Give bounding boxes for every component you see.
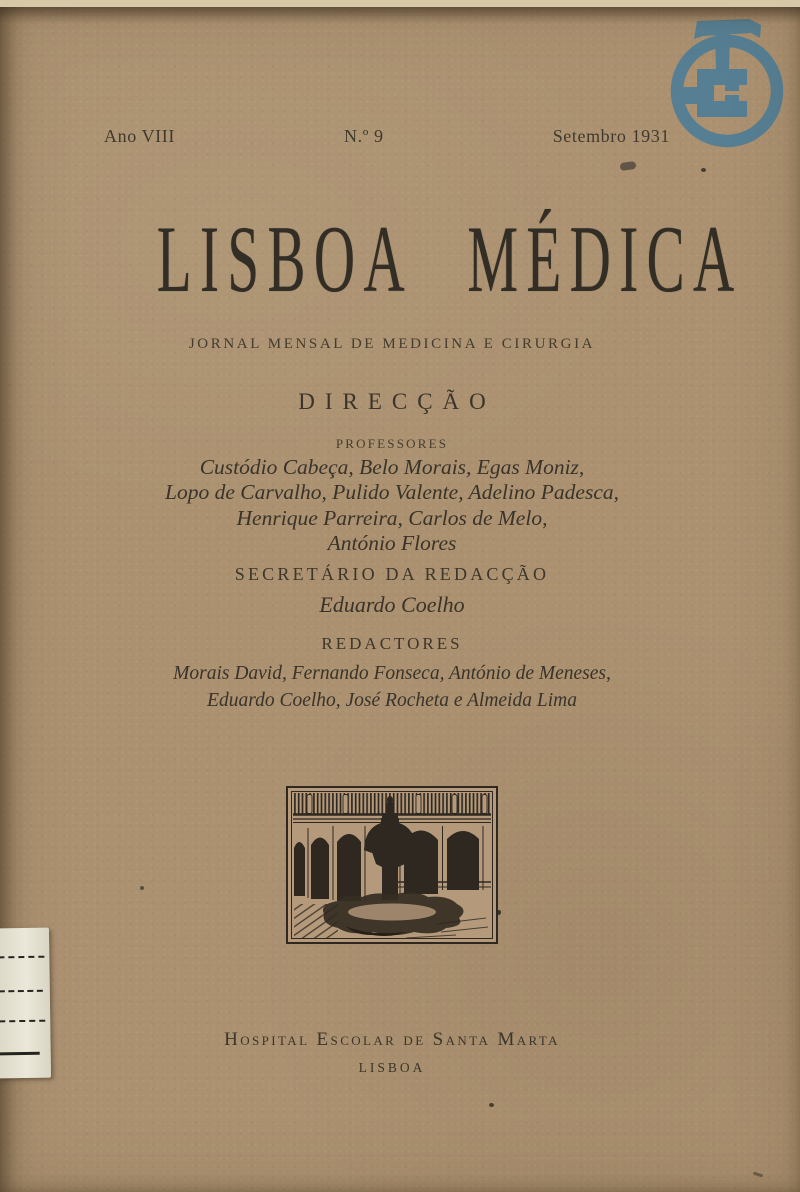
scan-edge-highlight bbox=[0, 0, 800, 7]
publisher-city: LISBOA bbox=[358, 1060, 426, 1075]
editors-line: Eduardo Coelho, José Rocheta e Almeida Lima bbox=[207, 689, 577, 711]
label-rule bbox=[0, 1052, 40, 1056]
editors-line: Morais David, Fernando Fonseca, António de Meneses, bbox=[173, 663, 611, 684]
label-rule bbox=[0, 1020, 45, 1023]
label-rule bbox=[0, 990, 43, 993]
cloister-fountain-engraving bbox=[286, 786, 498, 944]
tc-monogram-stamp-icon bbox=[663, 13, 790, 151]
secretary-name: Eduardo Coelho bbox=[319, 592, 465, 617]
professors-line: Custódio Cabeça, Belo Morais, Egas Moniz, bbox=[199, 455, 585, 479]
editors-heading: REDACTORES bbox=[321, 634, 463, 653]
label-rule bbox=[0, 956, 44, 959]
editors-list bbox=[0, 661, 784, 714]
professors-line: Henrique Parreira, Carlos de Melo, bbox=[236, 505, 548, 530]
professors-list bbox=[0, 455, 784, 556]
direction-heading: DIRECÇÃO bbox=[298, 389, 496, 414]
professors-heading: PROFESSORES bbox=[335, 436, 449, 451]
masthead-row bbox=[104, 126, 670, 147]
professors-line: António Flores bbox=[327, 530, 457, 555]
publisher-institution: Hospital Escolar de Santa Marta bbox=[224, 1029, 560, 1050]
professors-line: Lopo de Carvalho, Pulido Valente, Adelino Padesca, bbox=[164, 480, 620, 505]
issue-number-label: N.º 9 bbox=[344, 126, 384, 146]
ink-speck bbox=[489, 1103, 494, 1107]
secretary-heading: SECRETÁRIO DA REDACÇÃO bbox=[234, 564, 550, 584]
ink-speck bbox=[497, 910, 501, 915]
journal-title: LISBOA MÉDICA bbox=[156, 206, 743, 312]
journal-subtitle: JORNAL MENSAL DE MEDICINA E CIRURGIA bbox=[188, 336, 596, 352]
ink-speck bbox=[701, 168, 706, 172]
scan-edge-shadow bbox=[0, 7, 800, 23]
issue-date-label: Setembro 1931 bbox=[552, 126, 670, 146]
volume-label: Ano VIII bbox=[104, 126, 175, 146]
library-spine-label bbox=[0, 928, 51, 1079]
ink-speck bbox=[140, 886, 144, 890]
